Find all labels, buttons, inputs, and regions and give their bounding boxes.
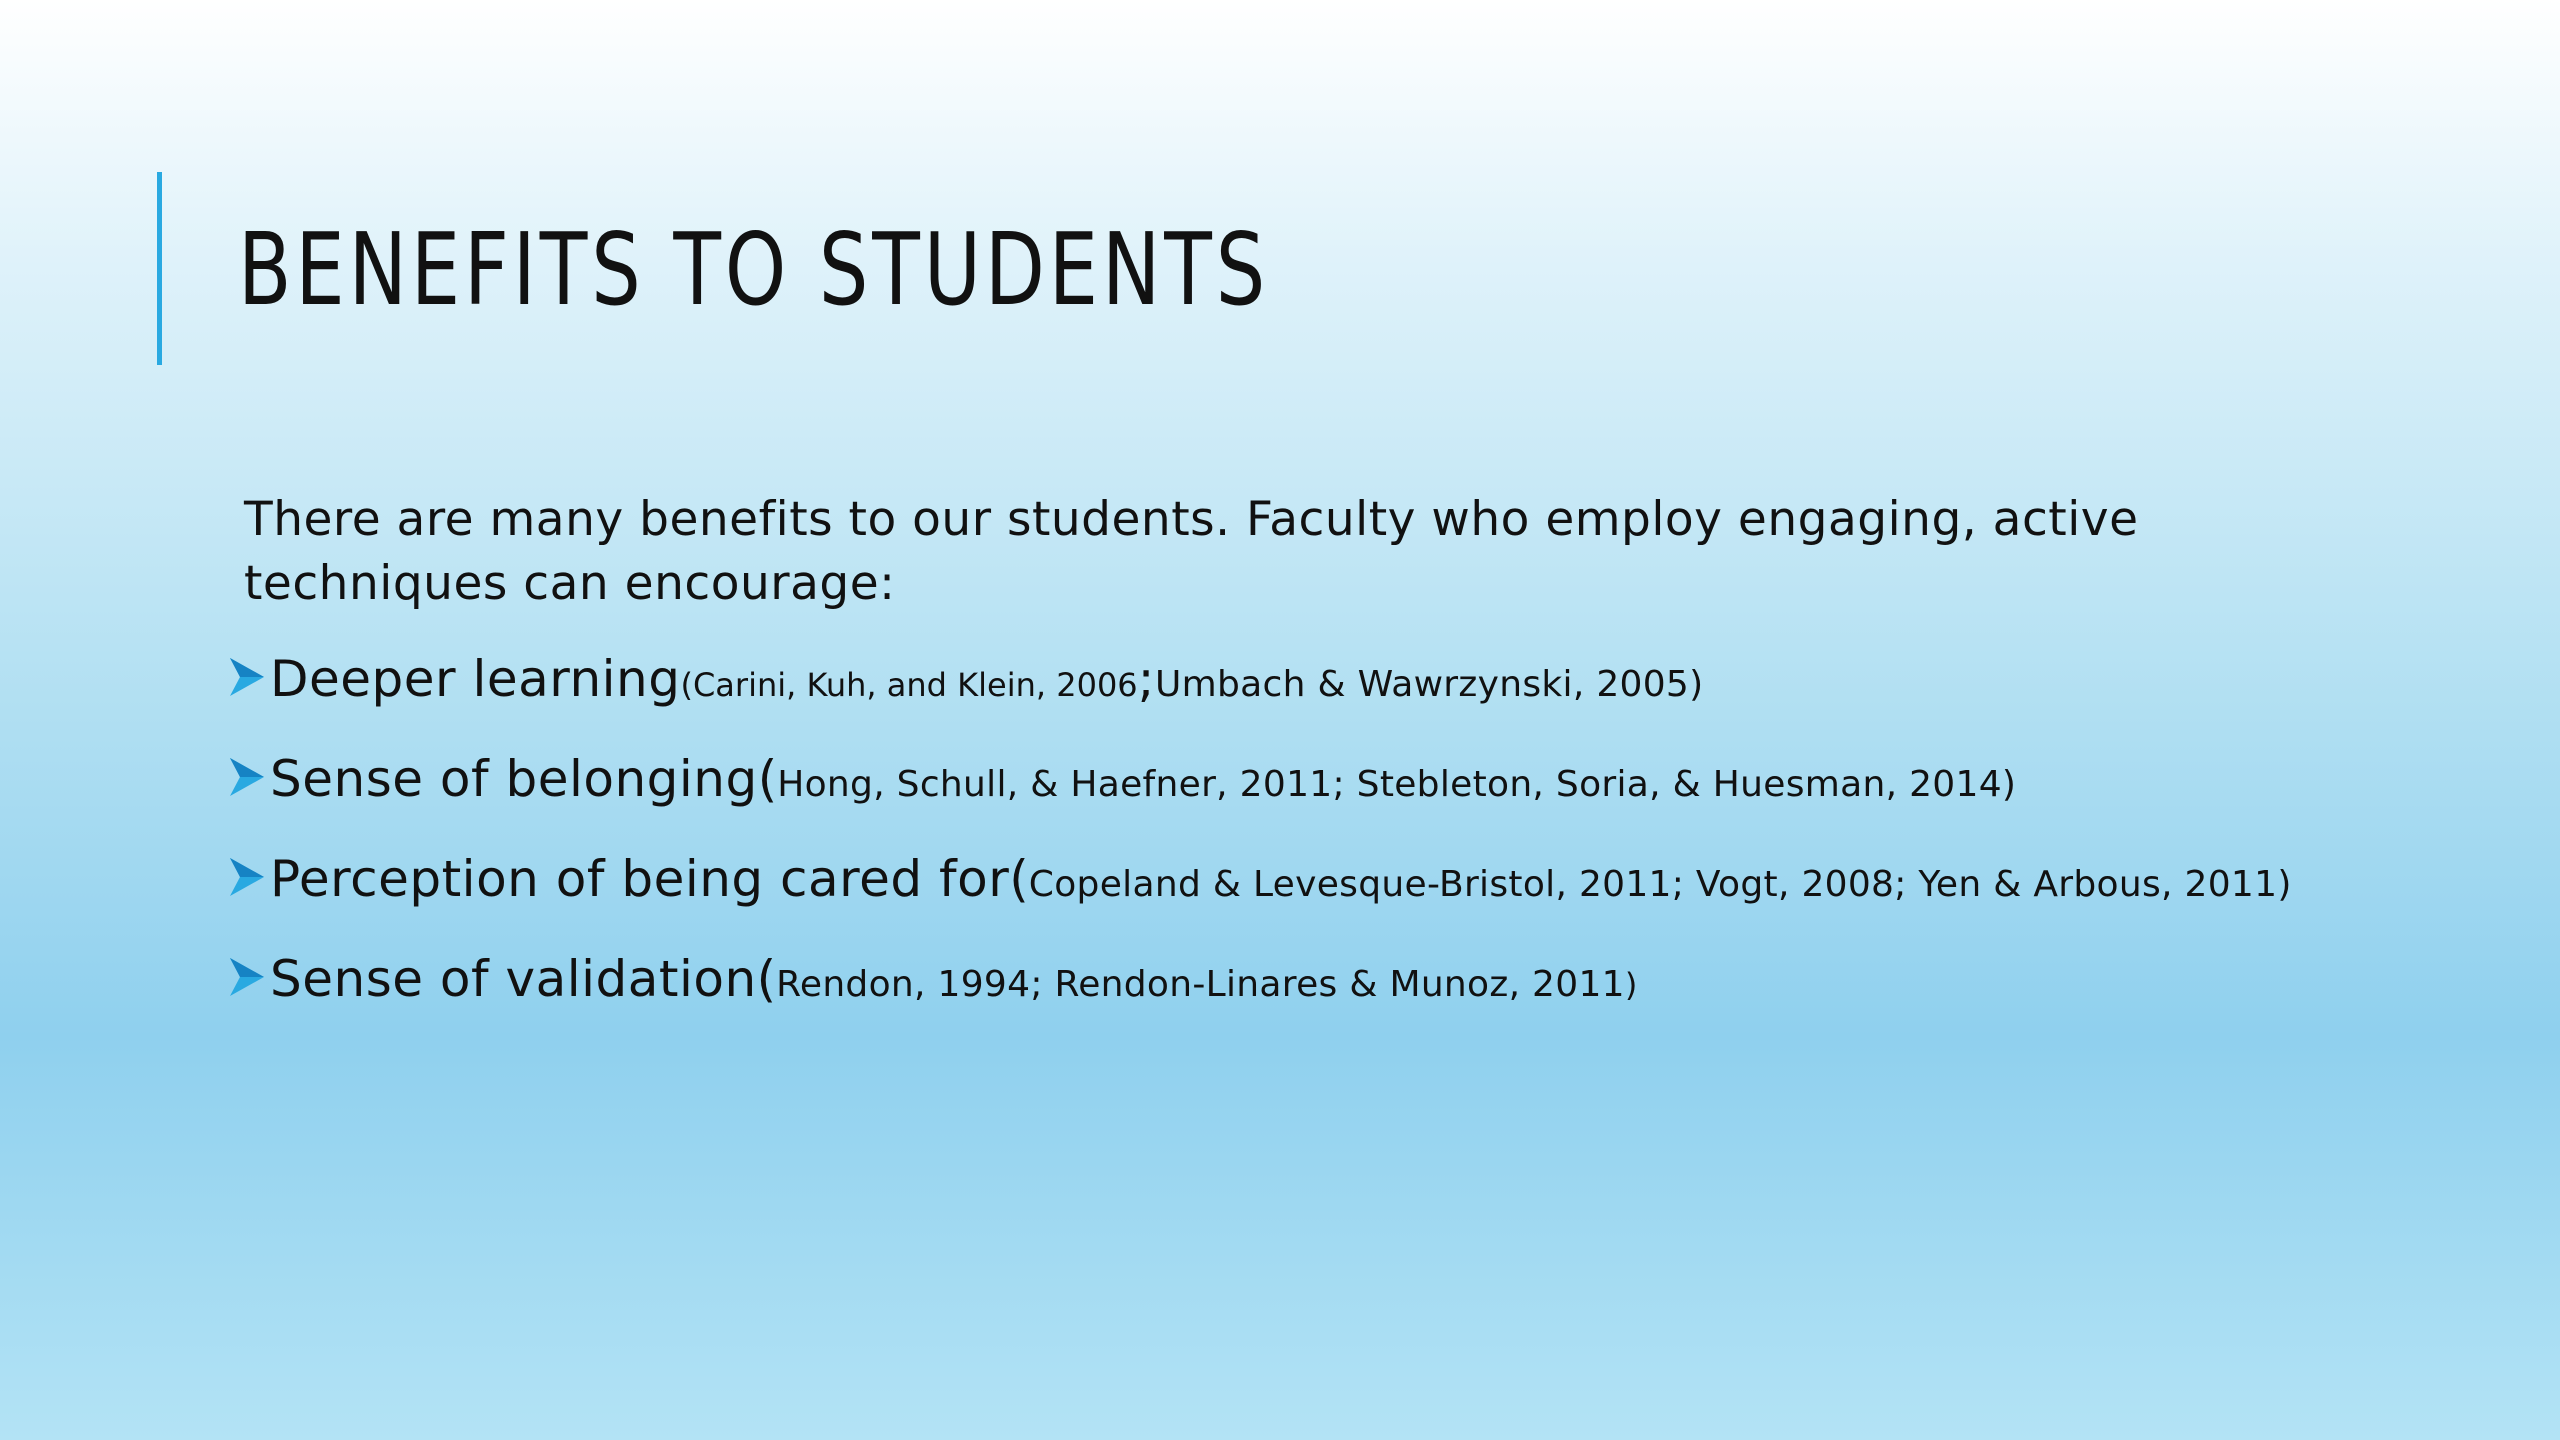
- citation: Copeland & Levesque-Bristol, 2011; Vogt, 2008; Yen & Arbous, 2011): [1028, 864, 2292, 905]
- citation: Hong, Schull, & Haefner, 2011; Stebleton, Soria, & Huesman, 2014): [777, 764, 2017, 805]
- bullet-text: Perception of being cared for: [270, 850, 1010, 908]
- citation-separator: ;: [1137, 650, 1156, 708]
- list-item: [228, 750, 2292, 850]
- arrow-bullet-icon: [228, 656, 270, 698]
- arrow-bullet-icon: [228, 856, 270, 898]
- intro-line-2: techniques can encourage:: [244, 556, 896, 611]
- citation-paren-close: ): [1624, 966, 1638, 1004]
- list-item: [228, 950, 2292, 1050]
- slide-title: BENEFITS TO STUDENTS: [238, 211, 1270, 328]
- citation-paren-open: (: [756, 950, 777, 1008]
- bullet-text: Sense of validation: [270, 950, 757, 1008]
- title-accent-bar: [157, 172, 162, 365]
- citation: (Carini, Kuh, and Klein, 2006: [680, 666, 1138, 704]
- intro-paragraph: [244, 488, 2244, 616]
- benefit-list: [228, 650, 2292, 1050]
- bullet-text: Deeper learning: [270, 650, 681, 708]
- arrow-bullet-icon: [228, 756, 270, 798]
- citation-paren-open: (: [757, 750, 778, 808]
- citation-rest: Umbach & Wawrzynski, 2005): [1155, 664, 1704, 705]
- intro-line-1: There are many benefits to our students. Faculty who employ engaging, active: [244, 492, 2139, 547]
- bullet-text: Sense of belonging: [270, 750, 758, 808]
- arrow-bullet-icon: [228, 956, 270, 998]
- citation-paren-open: (: [1009, 850, 1029, 908]
- list-item: [228, 850, 2292, 950]
- list-item: [228, 650, 2292, 750]
- citation: Rendon, 1994; Rendon-Linares & Munoz, 2011: [776, 964, 1625, 1005]
